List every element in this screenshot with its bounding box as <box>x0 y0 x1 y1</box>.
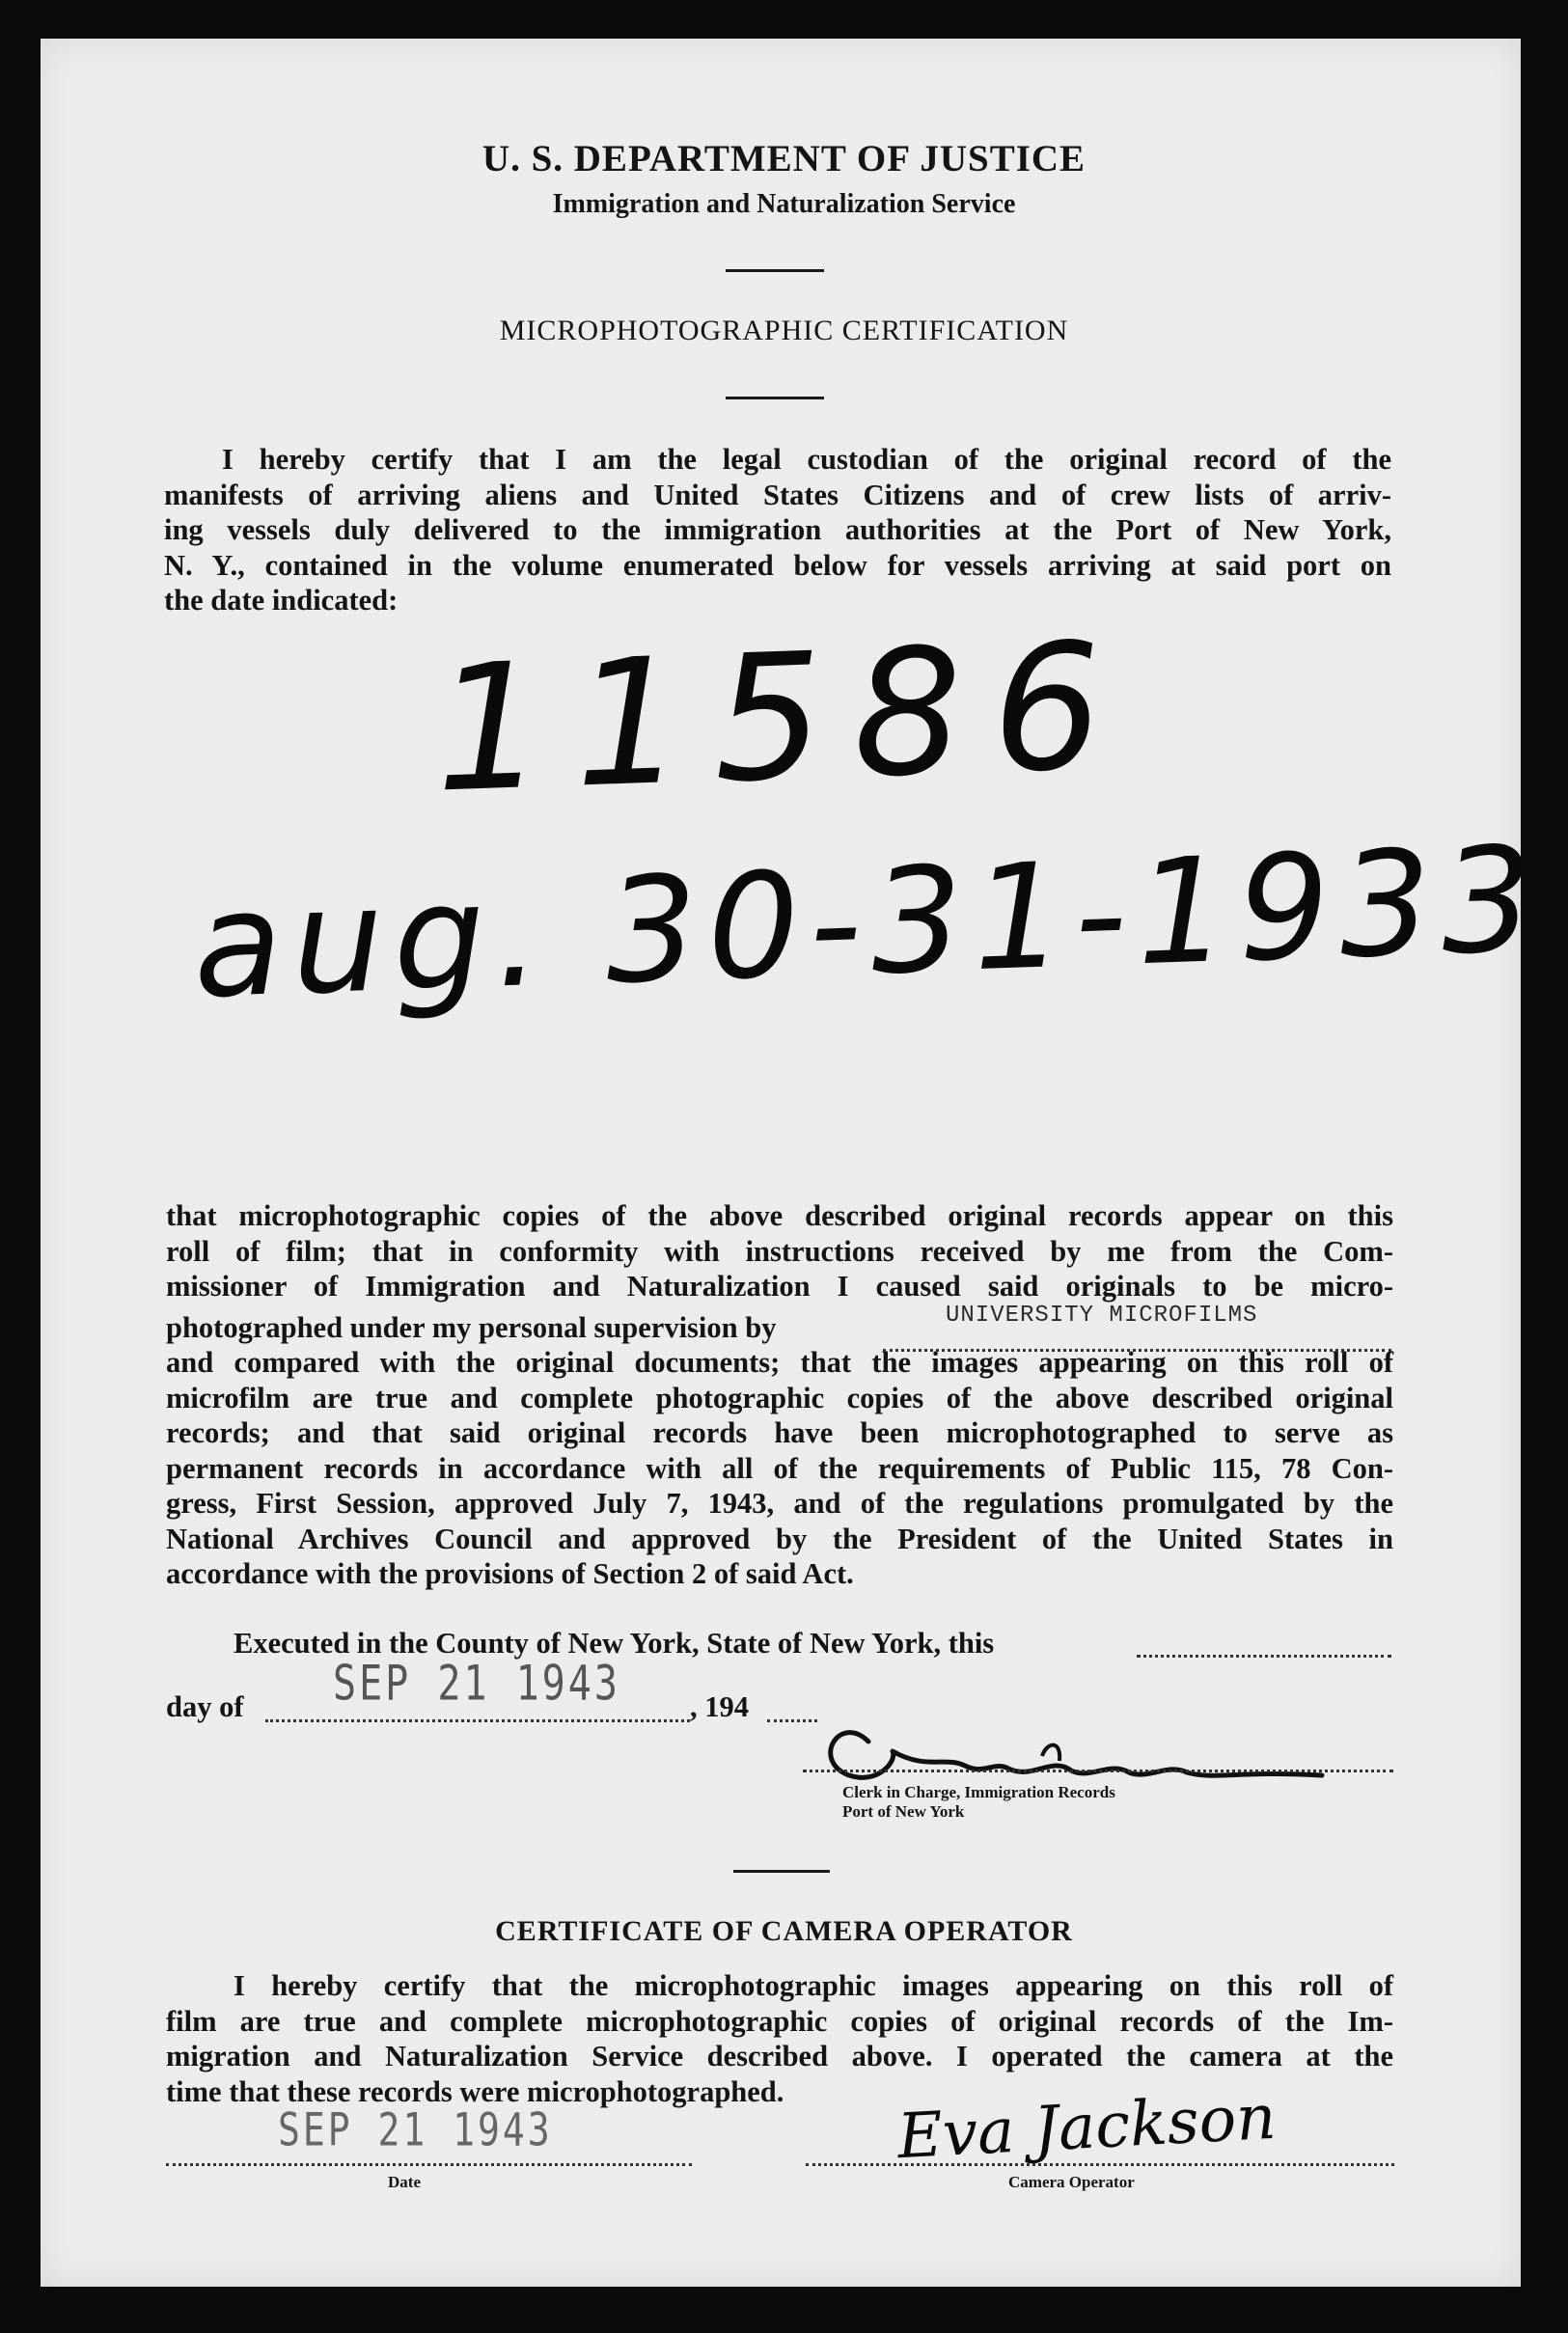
executed-date-stamp: SEP 21 1943 <box>333 1656 620 1712</box>
header-divider-top <box>726 269 824 272</box>
body-line: and compared with the original documents; that the images appearing on this roll of <box>166 1346 1393 1379</box>
camera-line: film are true and complete microphotographic copies of original records of the Im- <box>166 2004 1393 2038</box>
body-line: roll of film; that in conformity with instructions received by me from the Com- <box>166 1234 1393 1268</box>
operator-label: Camera Operator <box>1008 2173 1135 2191</box>
typed-company-name: UNIVERSITY MICROFILMS <box>946 1303 1258 1329</box>
handwritten-volume-number: 11586 <box>430 605 1136 832</box>
camera-heading: CERTIFICATE OF CAMERA OPERATOR <box>495 1915 1073 1947</box>
operator-signature-line <box>806 2163 1394 2166</box>
body-line: missioner of Immigration and Naturalization I caused said originals to be micro- <box>166 1270 1393 1303</box>
intro-line: N. Y., contained in the volume enumerated below for vessels arriving at said port on <box>164 548 1391 582</box>
body-line: permanent records in accordance with all of the requirements of Public 115, 78 Con- <box>166 1451 1393 1485</box>
date-label: Date <box>388 2173 421 2191</box>
body-line: National Archives Council and approved by the President of the United States in <box>166 1522 1393 1555</box>
camera-line: migration and Naturalization Service described above. I operated the camera at the <box>166 2040 1393 2072</box>
intro-paragraph <box>164 442 1391 618</box>
camera-divider <box>733 1870 830 1873</box>
certificate-page <box>41 39 1521 2287</box>
camera-line: I hereby certify that the microphotographic images appearing on this roll of <box>234 1969 1393 2002</box>
camera-date-line <box>166 2163 692 2166</box>
clerk-title: Clerk in Charge, Immigration Records <box>842 1783 1115 1801</box>
certification-title: MICROPHOTOGRAPHIC CERTIFICATION <box>499 315 1069 346</box>
intro-line: manifests of arriving aliens and United States Citizens and of crew lists of arriv- <box>164 478 1391 511</box>
body-line: gress, First Session, approved July 7, 1943, and of the regulations promulgated by the <box>166 1487 1393 1520</box>
body-line: records; and that said original records have been microphotographed to serve as <box>166 1416 1393 1449</box>
intro-line: ing vessels duly delivered to the immigration authorities at the Port of New York, <box>164 513 1391 546</box>
department-heading: U. S. DEPARTMENT OF JUSTICE <box>481 138 1087 179</box>
intro-line: I hereby certify that I am the legal custodian of the original record of the <box>222 443 1391 476</box>
intro-line: the date indicated: <box>164 584 399 617</box>
body-line: photographed under my personal supervision by <box>166 1310 777 1344</box>
camera-operator-signature: Eva Jackson <box>895 2081 1279 2174</box>
body-line: that microphotographic copies of the above described original records appear on this <box>166 1199 1393 1232</box>
camera-line: time that these records were microphotographed. <box>166 2074 784 2108</box>
clerk-port: Port of New York <box>842 1802 965 1821</box>
header-divider-bottom <box>726 397 824 399</box>
clerk-signature-line <box>803 1770 1393 1772</box>
executed-dotted-line <box>1137 1655 1391 1658</box>
body-paragraph <box>166 1198 1393 1592</box>
camera-date-stamp: SEP 21 1943 <box>278 2102 553 2156</box>
service-subheading: Immigration and Naturalization Service <box>552 189 1016 219</box>
body-line: microfilm are true and complete photographic copies of the above described original <box>166 1381 1393 1414</box>
supervisor-dotted-line <box>883 1349 1391 1352</box>
year-label: , 194 <box>690 1690 749 1723</box>
body-line: accordance with the provisions of Section 2 of said Act. <box>166 1557 854 1590</box>
day-of-label: day of <box>166 1690 244 1723</box>
day-dotted-line <box>265 1719 690 1722</box>
executed-line: Executed in the County of New York, State of New York, this <box>234 1627 995 1660</box>
handwritten-date-range: aug. 30-31-1933 <box>190 815 1546 1031</box>
